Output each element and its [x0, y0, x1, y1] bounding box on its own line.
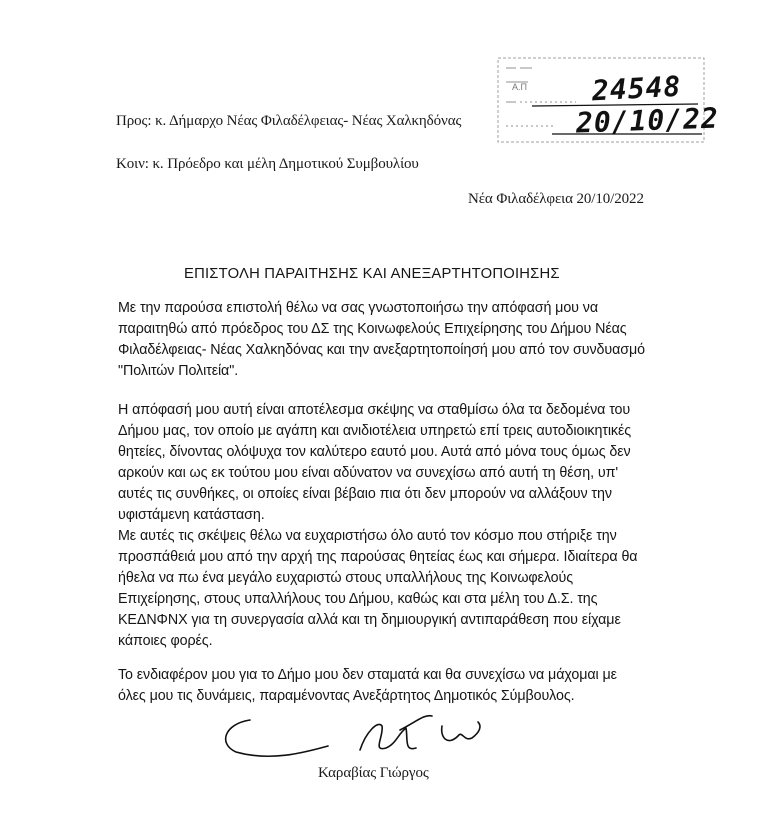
paragraph-line: Το ενδιαφέρον μου για το Δήμο μου δεν σταματά και θα συνεχίσω να μάχομαι με — [118, 667, 617, 683]
paragraph-3 — [118, 526, 637, 652]
svg-text:Α.Π: Α.Π — [512, 82, 528, 92]
paragraph-2 — [118, 400, 631, 526]
paragraph-line: ήθελα να πω ένα μεγάλο ευχαριστώ στους υπαλλήλους της Κοινωφελούς — [118, 570, 574, 586]
recipient-line: Προς: κ. Δήμαρχο Νέας Φιλαδέλφειας- Νέας Χαλκηδόνας — [116, 113, 462, 129]
paragraph-1 — [118, 298, 645, 382]
paragraph-line: "Πολιτών Πολιτεία". — [118, 363, 239, 379]
paragraph-line: ΚΕΔΝΦΝΧ για τη συνεργασία αλλά και τη δημιουργική αντιπαράθεση που είχαμε — [118, 612, 621, 628]
paragraph-line: Επιχείρησης, στους υπαλλήλους του Δήμου, καθώς και στα μέλη του Δ.Σ. της — [118, 591, 598, 607]
paragraph-line: Με την παρούσα επιστολή θέλω να σας γνωστοποιήσω την απόφασή μου να — [118, 300, 598, 316]
paragraph-line: αρκούν και ως εκ τούτου μου είναι αδύνατον να συνεχίσω από αυτή τη θέση, υπ' — [118, 465, 618, 481]
stamp-protocol-number: 24548 — [591, 69, 683, 108]
place-date-line: Νέα Φιλαδέλφεια 20/10/2022 — [468, 191, 644, 207]
paragraph-line: Φιλαδέλφειας- Νέας Χαλκηδόνας και την ανεξαρτητοποίησή μου από τον συνδυασμό — [118, 342, 645, 358]
paragraph-line: κάποιες φορές. — [118, 633, 213, 649]
paragraph-line: όλες μου τις δυνάμεις, παραμένοντας Ανεξάρτητος Δημοτικός Σύμβουλος. — [118, 688, 575, 704]
paragraph-line: Με αυτές τις σκέψεις θέλω να ευχαριστήσω όλο αυτό τον κόσμο που στήριξε την — [118, 528, 617, 544]
paragraph-line: υφιστάμενη κατάσταση. — [118, 507, 265, 523]
paragraph-line: προσπάθειά μου από την αρχή της παρούσας θητείας έως και σήμερα. Ιδιαίτερα θα — [118, 549, 638, 565]
paragraph-line: θητείες, δίνοντας ολόψυχα τον καλύτερο εαυτό μου. Αυτά από μόνα τους όμως δεν — [118, 444, 631, 460]
paragraph-line: παραιτηθώ από πρόεδρος του ΔΣ της Κοινωφελούς Επιχείρησης του Δήμου Νέας — [118, 321, 627, 337]
paragraph-line: Δήμου μας, τον οποίο με αγάπη και ανιδιοτέλεια υπηρετώ επί τρεις αυτοδιοικητικές — [118, 423, 632, 439]
paragraph-4 — [118, 665, 617, 707]
cc-line: Κοιν: κ. Πρόεδρο και μέλη Δημοτικού Συμβουλίου — [116, 156, 419, 172]
stamp-date: 20/10/22 — [575, 101, 720, 140]
paragraph-line: αυτές τις συνθήκες, οι οποίες είναι βέβαιο πια ότι δεν μπορούν να αλλάξουν την — [118, 486, 612, 502]
signatory-name: Καραβίας Γιώργος — [318, 765, 429, 781]
handwritten-signature — [210, 712, 500, 768]
paragraph-line: Η απόφασή μου αυτή είναι αποτέλεσμα σκέψης να σταθμίσω όλα τα δεδομένα του — [118, 402, 631, 418]
letter-title: ΕΠΙΣΤΟΛΗ ΠΑΡΑΙΤΗΣΗΣ ΚΑΙ ΑΝΕΞΑΡΤΗΤΟΠΟΙΗΣΗΣ — [184, 266, 560, 282]
signature-graphic — [210, 712, 500, 768]
